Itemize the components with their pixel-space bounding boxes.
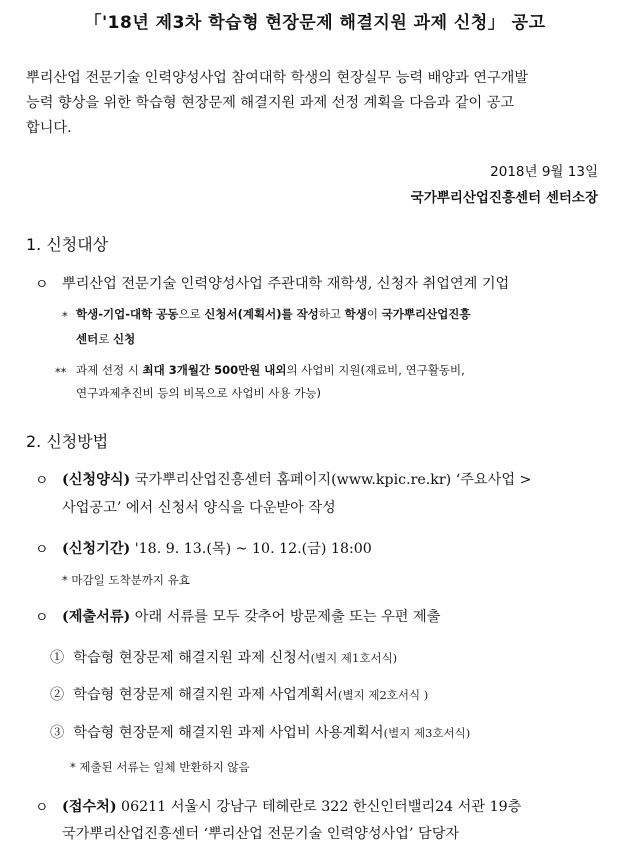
note-joint-application: 학생-기업-대학 공동으로 신청서(계획서)를 작성하고 학생이 국가뿌리산업진흥: [76, 307, 471, 321]
bullet-symbol: ㅇ: [35, 800, 49, 816]
section-title-method: 2. 신청방법: [26, 432, 109, 451]
intro-line: 합니다.: [26, 120, 72, 136]
item-reception: (접수처) 06211 서울시 강남구 테헤란로 322 한신인터밸리24 서관 19층: [62, 799, 522, 815]
item-application-form: (신청양식) 국가뿌리산업진흥센터 홈페이지(www.kpic.re.kr) ‘주요사업 >: [62, 472, 532, 488]
item-application-period: (신청기간) '18. 9. 13.(목) ~ 10. 12.(금) 18:00: [62, 541, 372, 557]
item-documents: (제출서류) 아래 서류를 모두 갖추어 방문제출 또는 우편 제출: [62, 609, 441, 625]
item-reception-cont: 국가뿌리산업진흥센터 ‘뿌리산업 전문기술 인력양성사업’ 담당자: [62, 826, 460, 842]
note-mark: *: [62, 309, 68, 323]
applicants-text: 뿌리산업 전문기술 인력양성사업 주관대학 재학생, 신청자 취업연계 기업: [62, 276, 510, 292]
period-note: * 마감일 도착분까지 유효: [62, 573, 190, 587]
bullet-symbol: ㅇ: [35, 277, 49, 293]
bullet-symbol: ㅇ: [35, 542, 49, 558]
bullet-symbol: ㅇ: [35, 610, 49, 626]
announcement-date: 2018년 9월 13일: [490, 164, 598, 180]
document-item: ③ 학습형 현장문제 해결지원 과제 사업비 사용계획서(별지 제3호서식): [50, 725, 471, 741]
note-joint-application-cont: 센터로 신청: [76, 332, 136, 346]
intro-line: 능력 향상을 위한 학습형 현장문제 해결지원 과제 선정 계획을 다음과 같이 공고: [26, 95, 515, 111]
bullet-symbol: ㅇ: [35, 473, 49, 489]
documents-note: * 제출된 서류는 일체 반환하지 않음: [70, 760, 250, 774]
note-funding: 과제 선정 시 최대 3개월간 500만원 내외의 사업비 지원(재료비, 연구활동비,: [76, 363, 465, 377]
section-title-applicants: 1. 신청대상: [26, 235, 109, 254]
issuer-name: 국가뿌리산업진흥센터 센터소장: [410, 190, 598, 206]
document-item: ② 학습형 현장문제 해결지원 과제 사업계획서(별지 제2호서식 ): [50, 687, 429, 703]
document-item: ① 학습형 현장문제 해결지원 과제 신청서(별지 제1호서식): [50, 650, 398, 666]
intro-paragraph: [26, 66, 606, 141]
intro-line: 뿌리산업 전문기술 인력양성사업 참여대학 학생의 현장실무 능력 배양과 연구개발: [26, 70, 529, 86]
item-application-form-cont: 사업공고’ 에서 신청서 양식을 다운받아 작성: [62, 500, 336, 516]
note-funding-cont: 연구과제추진비 등의 비목으로 사업비 사용 가능): [76, 386, 321, 400]
note-mark: **: [55, 365, 67, 379]
page-title: 「'18년 제3차 학습형 현장문제 해결지원 과제 신청」 공고: [84, 13, 546, 33]
